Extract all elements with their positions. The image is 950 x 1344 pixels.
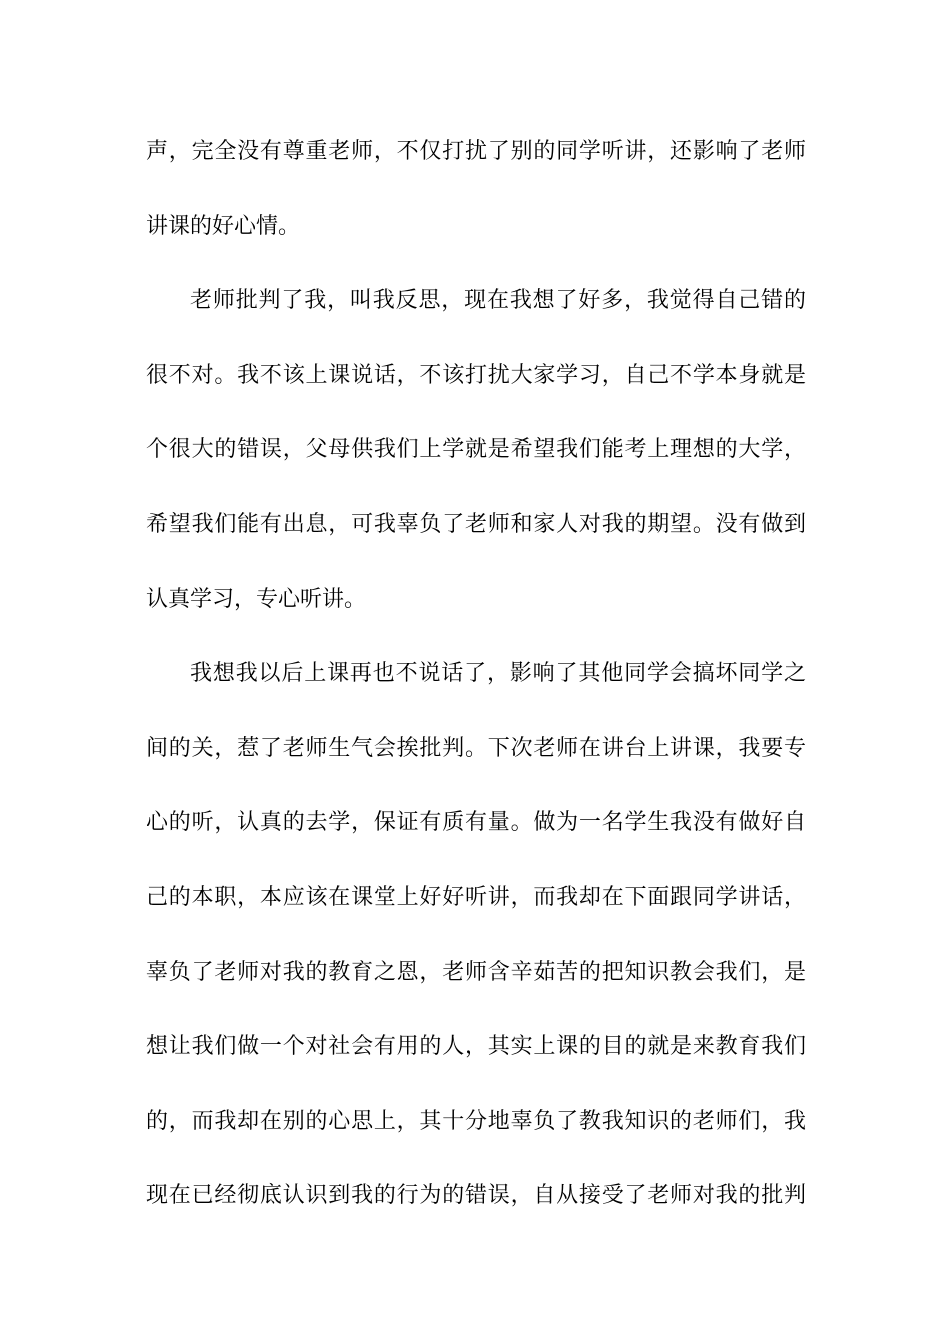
text-line-9: 间的关，惹了老师生气会挨批判。下次老师在讲台上讲课，我要专: [146, 735, 806, 761]
text-line-8: 我想我以后上课再也不说话了，影响了其他同学会搞坏同学之: [190, 661, 806, 687]
text-line-7: 认真学习，专心听讲。: [146, 586, 367, 612]
document-body: [146, 126, 806, 1245]
text-line-6: 希望我们能有出息，可我辜负了老师和家人对我的期望。没有做到: [146, 511, 806, 537]
text-line-5: 个很大的错误，父母供我们上学就是希望我们能考上理想的大学，: [146, 437, 806, 463]
text-line-2: 讲课的好心情。: [146, 213, 301, 239]
text-line-14: 的，而我却在别的心思上，其十分地辜负了教我知识的老师们，我: [146, 1108, 806, 1134]
text-line-10: 心的听，认真的去学，保证有质有量。做为一名学生我没有做好自: [146, 810, 806, 836]
text-line-11: 己的本职，本应该在课堂上好好听讲，而我却在下面跟同学讲话，: [146, 884, 806, 910]
text-line-4: 很不对。我不该上课说话，不该打扰大家学习，自己不学本身就是: [146, 362, 806, 388]
text-line-12: 辜负了老师对我的教育之恩，老师含辛茹苦的把知识教会我们，是: [146, 959, 806, 985]
text-line-3: 老师批判了我，叫我反思，现在我想了好多，我觉得自己错的: [190, 288, 806, 314]
text-line-15: 现在已经彻底认识到我的行为的错误，自从接受了老师对我的批判: [146, 1183, 806, 1209]
text-line-1: 声，完全没有尊重老师，不仅打扰了别的同学听讲，还影响了老师: [146, 139, 806, 164]
text-line-13: 想让我们做一个对社会有用的人，其实上课的目的就是来教育我们: [146, 1034, 806, 1060]
